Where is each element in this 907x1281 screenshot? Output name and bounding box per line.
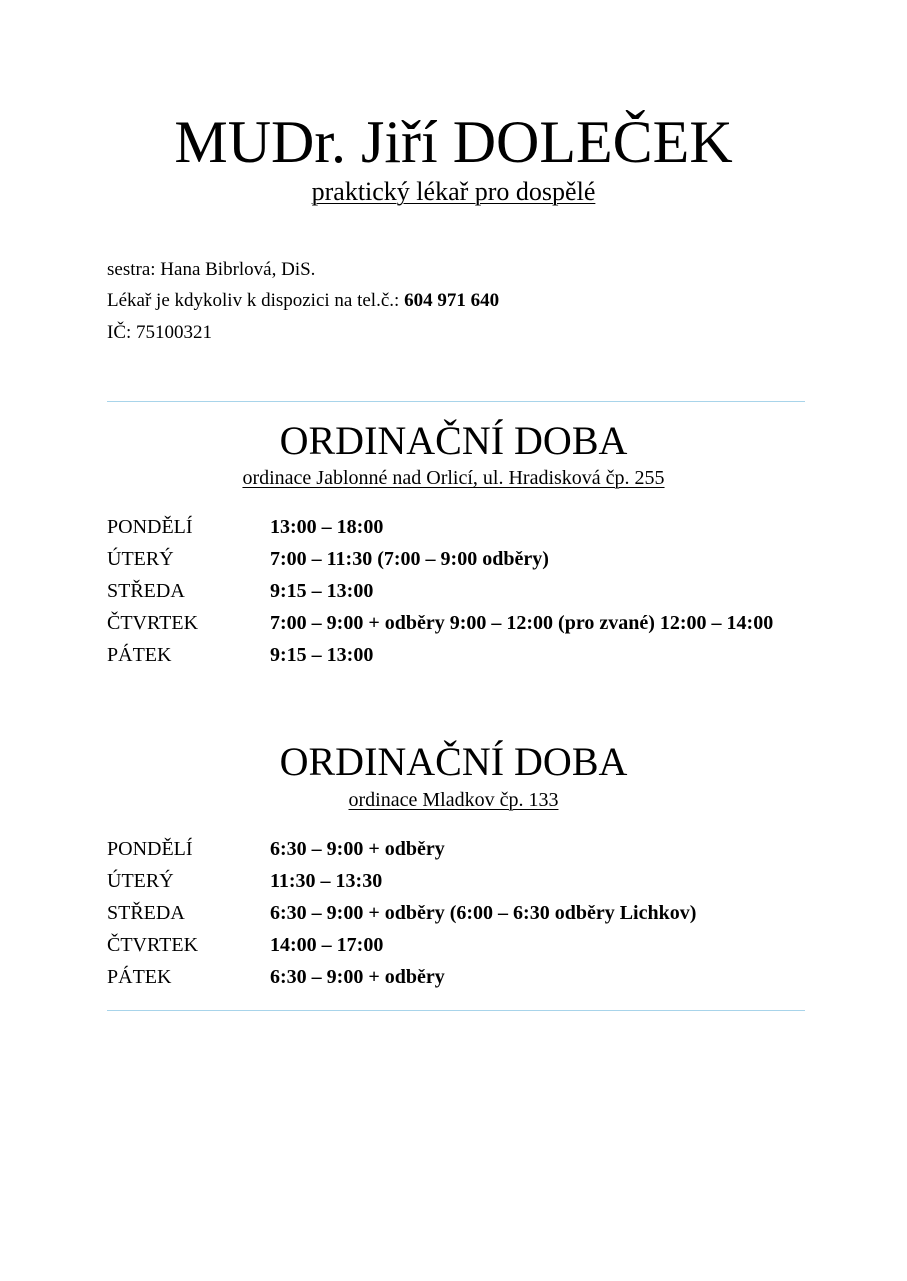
schedule-row [107,514,805,540]
schedule-hours: 7:00 – 11:30 (7:00 – 9:00 odběry) [270,548,549,570]
schedule-hours: 11:30 – 13:30 [270,870,383,892]
schedule-day: PONDĚLÍ [107,516,193,538]
schedule-hours: 14:00 – 17:00 [270,934,384,956]
nurse-line: sestra: Hana Bibrlová, DiS. [107,259,316,280]
phone-label: Lékař je kdykoliv k dispozici na tel.č.: [107,290,405,311]
section-divider-top [107,401,805,402]
schedule-hours: 7:00 – 9:00 + odběry 9:00 – 12:00 (pro zvané) 12:00 – 14:00 [270,612,774,634]
section-divider-bottom [107,1010,805,1011]
location-text-jablonne: ordinace Jablonné nad Orlicí, ul. Hradisková čp. 255 [242,467,665,489]
schedule-hours: 6:30 – 9:00 + odběry [270,966,445,988]
schedule-hours: 13:00 – 18:00 [270,516,384,538]
doctor-specialty-subtitle [0,176,907,208]
schedule-hours: 9:15 – 13:00 [270,580,374,602]
schedule-day: ÚTERÝ [107,870,174,892]
schedule-hours: 9:15 – 13:00 [270,644,374,666]
schedule-day: STŘEDA [107,580,185,602]
schedule-row [107,964,805,990]
location-text-mladkov: ordinace Mladkov čp. 133 [348,789,559,811]
section-location-jablonne [0,465,907,491]
schedule-day: ČTVRTEK [107,934,199,956]
schedule-day: PÁTEK [107,966,172,988]
schedule-hours: 6:30 – 9:00 + odběry [270,838,445,860]
section-title-mladkov: ORDINAČNÍ DOBA [279,739,628,784]
schedule-row [107,610,805,636]
schedule-day: ÚTERÝ [107,548,174,570]
schedule-day: STŘEDA [107,902,185,924]
schedule-row [107,546,805,572]
schedule-row [107,900,805,926]
phone-number: 604 971 640 [404,290,500,311]
ic-line: IČ: 75100321 [107,322,213,343]
schedule-day: PÁTEK [107,644,172,666]
schedule-row [107,578,805,604]
schedule-day: PONDĚLÍ [107,838,193,860]
phone-line [107,289,499,313]
section-location-mladkov [0,787,907,813]
doctor-specialty-text: praktický lékař pro dospělé [311,177,596,206]
schedule-day: ČTVRTEK [107,612,199,634]
schedule-row [107,868,805,894]
schedule-row [107,642,805,668]
section-title-jablonne: ORDINAČNÍ DOBA [279,418,628,463]
doctor-name-title: MUDr. Jiří DOLEČEK [174,109,733,175]
schedule-hours: 6:30 – 9:00 + odběry (6:00 – 6:30 odběry Lichkov) [270,902,697,924]
schedule-row [107,836,805,862]
schedule-row [107,932,805,958]
